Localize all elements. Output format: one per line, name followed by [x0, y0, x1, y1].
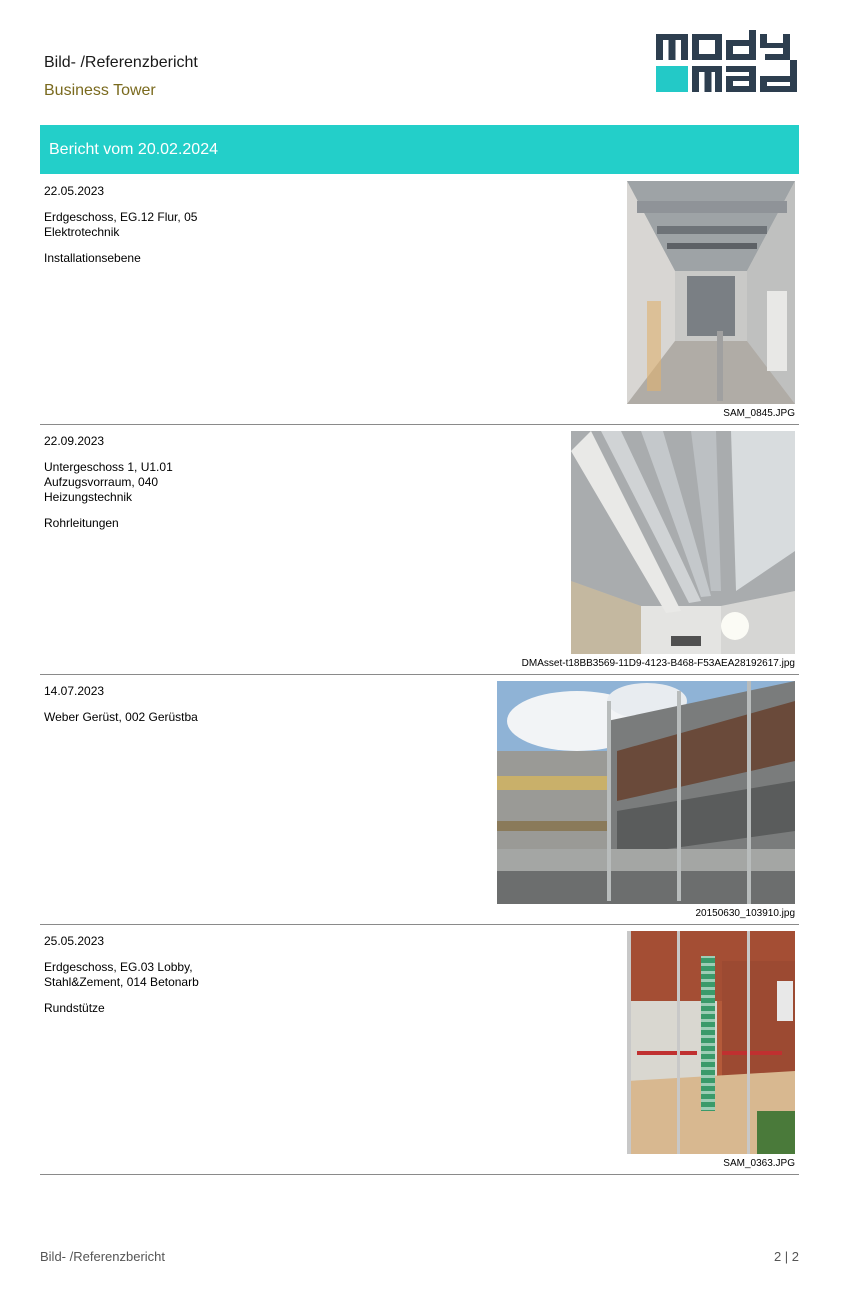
entry-location: Weber Gerüst, 002 Gerüstba	[44, 710, 198, 724]
report-entry	[40, 425, 799, 675]
entry-location: Erdgeschoss, EG.12 Flur, 05 Elektrotechnik	[44, 210, 198, 239]
report-title: Bild- /Referenzbericht	[44, 54, 198, 71]
report-date-label: Bericht vom 20.02.2024	[49, 140, 218, 158]
entry-date: 25.05.2023	[44, 934, 105, 948]
entry-photo[interactable]	[571, 431, 795, 654]
entry-date: 22.05.2023	[44, 184, 105, 198]
entry-description: Installationsebene	[44, 251, 141, 265]
entry-photo[interactable]	[627, 931, 795, 1154]
entry-date: 14.07.2023	[44, 684, 105, 698]
entry-location: Untergeschoss 1, U1.01 Aufzugsvorraum, 040 Heizungstechnik	[44, 460, 173, 504]
entry-filename: 20150630_103910.jpg	[695, 908, 795, 919]
footer-title: Bild- /Referenzbericht	[40, 1249, 165, 1264]
entry-filename: DMAsset-t18BB3569-11D9-4123-B468-F53AEA28192617.jpg	[521, 658, 795, 669]
report-entry	[40, 175, 799, 425]
report-entry	[40, 675, 799, 925]
entry-filename: SAM_0845.JPG	[723, 408, 795, 419]
report-entry	[40, 925, 799, 1175]
entry-filename: SAM_0363.JPG	[723, 1158, 795, 1169]
entry-date: 22.09.2023	[44, 434, 105, 448]
entry-location: Erdgeschoss, EG.03 Lobby, Stahl&Zement, 014 Betonarb	[44, 960, 199, 989]
project-name: Business Tower	[44, 82, 156, 99]
entry-description: Rundstütze	[44, 1001, 105, 1015]
company-logo	[655, 30, 798, 94]
page-number: 2 | 2	[773, 1249, 799, 1264]
entry-photo[interactable]	[627, 181, 795, 404]
entry-description: Rohrleitungen	[44, 516, 119, 530]
report-date-band	[40, 125, 799, 174]
entry-photo[interactable]	[497, 681, 795, 904]
